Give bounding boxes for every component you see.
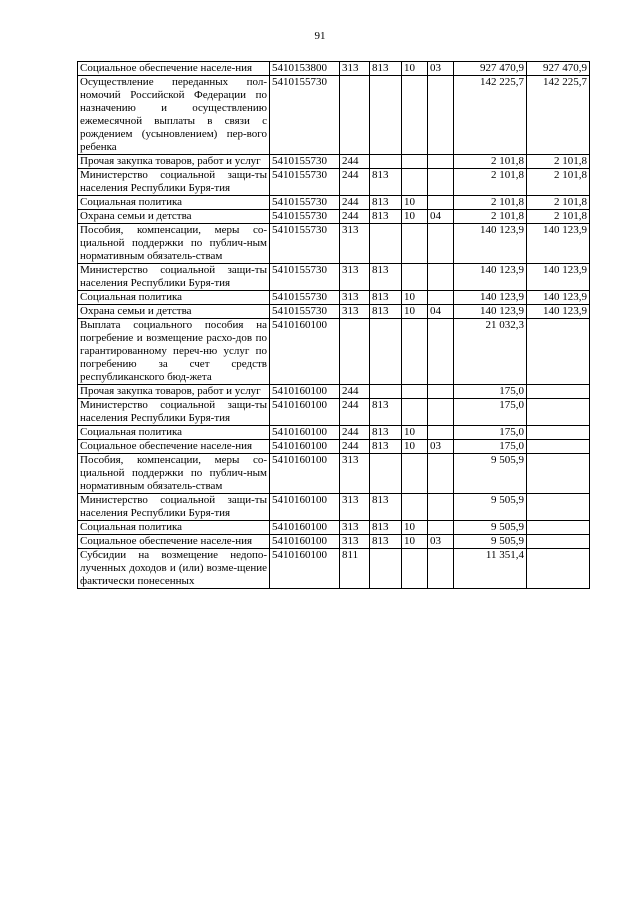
- row-section-cell: 10: [402, 440, 428, 454]
- row-amount-1-cell: 2 101,8: [454, 210, 527, 224]
- row-subsection-cell: [428, 224, 454, 264]
- row-expense-type-cell: 313: [340, 291, 370, 305]
- row-section-cell: [402, 224, 428, 264]
- row-name-cell: Социальное обеспечение населе-ния: [78, 535, 270, 549]
- row-amount-2-cell: [527, 399, 590, 426]
- row-subsection-cell: [428, 196, 454, 210]
- row-code-cell: 5410160100: [270, 494, 340, 521]
- row-amount-1-cell: 175,0: [454, 385, 527, 399]
- table-row: [78, 494, 590, 521]
- row-expense-type-cell: 244: [340, 399, 370, 426]
- row-expense-type-cell: 244: [340, 426, 370, 440]
- row-ministry-code-cell: 813: [370, 264, 402, 291]
- row-code-cell: 5410160100: [270, 319, 340, 385]
- row-amount-1-cell: 142 225,7: [454, 76, 527, 155]
- table-row: [78, 169, 590, 196]
- table-row: [78, 264, 590, 291]
- row-name-cell: Министерство социальной защи-ты населения Республики Буря-тия: [78, 399, 270, 426]
- row-amount-2-cell: 2 101,8: [527, 155, 590, 169]
- row-amount-1-cell: 11 351,4: [454, 549, 527, 589]
- row-expense-type-cell: 313: [340, 264, 370, 291]
- row-ministry-code-cell: 813: [370, 196, 402, 210]
- row-section-cell: 10: [402, 196, 428, 210]
- row-amount-1-cell: 175,0: [454, 440, 527, 454]
- row-ministry-code-cell: 813: [370, 169, 402, 196]
- row-amount-1-cell: 140 123,9: [454, 224, 527, 264]
- table-row: [78, 210, 590, 224]
- row-ministry-code-cell: 813: [370, 494, 402, 521]
- budget-table: [77, 61, 590, 589]
- row-section-cell: [402, 454, 428, 494]
- row-name-cell: Охрана семьи и детства: [78, 210, 270, 224]
- row-section-cell: 10: [402, 291, 428, 305]
- row-section-cell: [402, 155, 428, 169]
- row-amount-1-cell: 21 032,3: [454, 319, 527, 385]
- row-ministry-code-cell: 813: [370, 62, 402, 76]
- table-row: [78, 291, 590, 305]
- table-row: [78, 305, 590, 319]
- row-expense-type-cell: 313: [340, 62, 370, 76]
- row-amount-2-cell: 140 123,9: [527, 291, 590, 305]
- row-code-cell: 5410153800: [270, 62, 340, 76]
- row-code-cell: 5410160100: [270, 549, 340, 589]
- row-subsection-cell: 04: [428, 210, 454, 224]
- row-expense-type-cell: [340, 319, 370, 385]
- row-name-cell: Выплата социального пособия на погребение и возмещение расхо-дов по гарантированному переч-ню услуг по погребению за счет средств республиканского бюд-жета: [78, 319, 270, 385]
- table-row: [78, 155, 590, 169]
- row-code-cell: 5410155730: [270, 305, 340, 319]
- row-name-cell: Охрана семьи и детства: [78, 305, 270, 319]
- row-name-cell: Социальная политика: [78, 521, 270, 535]
- row-amount-1-cell: 175,0: [454, 399, 527, 426]
- table-row: [78, 440, 590, 454]
- row-section-cell: [402, 319, 428, 385]
- row-amount-2-cell: 2 101,8: [527, 169, 590, 196]
- row-subsection-cell: [428, 264, 454, 291]
- row-ministry-code-cell: [370, 76, 402, 155]
- row-name-cell: Социальная политика: [78, 426, 270, 440]
- row-code-cell: 5410155730: [270, 264, 340, 291]
- row-code-cell: 5410160100: [270, 385, 340, 399]
- row-subsection-cell: [428, 155, 454, 169]
- row-subsection-cell: [428, 76, 454, 155]
- row-ministry-code-cell: 813: [370, 535, 402, 549]
- row-amount-2-cell: [527, 454, 590, 494]
- row-expense-type-cell: 244: [340, 155, 370, 169]
- row-ministry-code-cell: 813: [370, 210, 402, 224]
- row-amount-2-cell: [527, 319, 590, 385]
- table-row: [78, 76, 590, 155]
- row-expense-type-cell: 244: [340, 440, 370, 454]
- row-amount-2-cell: [527, 385, 590, 399]
- row-expense-type-cell: 313: [340, 494, 370, 521]
- row-section-cell: 10: [402, 305, 428, 319]
- row-amount-2-cell: 140 123,9: [527, 224, 590, 264]
- row-name-cell: Пособия, компенсации, меры со-циальной поддержки по публич-ным нормативным обязатель-ствам: [78, 224, 270, 264]
- table-row: [78, 426, 590, 440]
- row-amount-1-cell: 140 123,9: [454, 291, 527, 305]
- page-number: 91: [314, 30, 326, 42]
- row-amount-2-cell: [527, 521, 590, 535]
- row-code-cell: 5410155730: [270, 224, 340, 264]
- row-code-cell: 5410155730: [270, 169, 340, 196]
- table-row: [78, 454, 590, 494]
- row-section-cell: [402, 76, 428, 155]
- row-amount-2-cell: 140 123,9: [527, 264, 590, 291]
- row-expense-type-cell: 313: [340, 535, 370, 549]
- row-name-cell: Социальная политика: [78, 291, 270, 305]
- row-ministry-code-cell: 813: [370, 440, 402, 454]
- row-amount-1-cell: 9 505,9: [454, 494, 527, 521]
- row-amount-2-cell: 2 101,8: [527, 210, 590, 224]
- row-amount-2-cell: [527, 549, 590, 589]
- row-section-cell: 10: [402, 210, 428, 224]
- table-row: [78, 399, 590, 426]
- row-ministry-code-cell: [370, 454, 402, 494]
- table-row: [78, 224, 590, 264]
- row-name-cell: Пособия, компенсации, меры со-циальной поддержки по публич-ным нормативным обязатель-ствам: [78, 454, 270, 494]
- row-subsection-cell: 04: [428, 305, 454, 319]
- row-name-cell: Прочая закупка товаров, работ и услуг: [78, 155, 270, 169]
- row-expense-type-cell: 313: [340, 305, 370, 319]
- row-amount-1-cell: 2 101,8: [454, 169, 527, 196]
- row-expense-type-cell: 313: [340, 224, 370, 264]
- row-ministry-code-cell: 813: [370, 426, 402, 440]
- row-subsection-cell: [428, 399, 454, 426]
- row-expense-type-cell: 313: [340, 454, 370, 494]
- row-subsection-cell: [428, 521, 454, 535]
- table-row: [78, 62, 590, 76]
- row-name-cell: Субсидии на возмещение недопо-лученных доходов и (или) возме-щение фактически понесенных: [78, 549, 270, 589]
- row-expense-type-cell: 811: [340, 549, 370, 589]
- row-amount-1-cell: 927 470,9: [454, 62, 527, 76]
- table-row: [78, 535, 590, 549]
- row-code-cell: 5410160100: [270, 521, 340, 535]
- row-name-cell: Министерство социальной защи-ты населения Республики Буря-тия: [78, 494, 270, 521]
- row-amount-1-cell: 9 505,9: [454, 454, 527, 494]
- table-row: [78, 549, 590, 589]
- row-subsection-cell: 03: [428, 62, 454, 76]
- row-amount-1-cell: 175,0: [454, 426, 527, 440]
- row-ministry-code-cell: 813: [370, 521, 402, 535]
- row-code-cell: 5410160100: [270, 399, 340, 426]
- row-ministry-code-cell: [370, 549, 402, 589]
- row-subsection-cell: [428, 291, 454, 305]
- row-code-cell: 5410160100: [270, 440, 340, 454]
- row-section-cell: 10: [402, 521, 428, 535]
- row-amount-2-cell: 140 123,9: [527, 305, 590, 319]
- row-amount-2-cell: [527, 440, 590, 454]
- row-code-cell: 5410155730: [270, 196, 340, 210]
- row-subsection-cell: [428, 319, 454, 385]
- row-ministry-code-cell: [370, 224, 402, 264]
- row-code-cell: 5410160100: [270, 426, 340, 440]
- row-amount-2-cell: 2 101,8: [527, 196, 590, 210]
- row-amount-2-cell: [527, 426, 590, 440]
- row-subsection-cell: [428, 549, 454, 589]
- row-section-cell: [402, 399, 428, 426]
- row-name-cell: Министерство социальной защи-ты населения Республики Буря-тия: [78, 169, 270, 196]
- row-amount-1-cell: 2 101,8: [454, 196, 527, 210]
- row-section-cell: [402, 264, 428, 291]
- table-row: [78, 521, 590, 535]
- row-expense-type-cell: 244: [340, 169, 370, 196]
- row-code-cell: 5410155730: [270, 155, 340, 169]
- row-name-cell: Осуществление переданных пол-номочий Российской Федерации по назначению и осуществлению ежемесячной выплаты в связи с рождением (усыновлением) пер-вого ребенка: [78, 76, 270, 155]
- row-ministry-code-cell: 813: [370, 399, 402, 426]
- row-section-cell: 10: [402, 62, 428, 76]
- row-subsection-cell: [428, 169, 454, 196]
- row-amount-2-cell: [527, 494, 590, 521]
- row-section-cell: 10: [402, 535, 428, 549]
- row-expense-type-cell: 244: [340, 210, 370, 224]
- row-section-cell: [402, 385, 428, 399]
- row-amount-2-cell: 927 470,9: [527, 62, 590, 76]
- table-row: [78, 385, 590, 399]
- row-section-cell: 10: [402, 426, 428, 440]
- row-subsection-cell: [428, 454, 454, 494]
- row-expense-type-cell: [340, 76, 370, 155]
- row-expense-type-cell: 244: [340, 196, 370, 210]
- row-subsection-cell: [428, 385, 454, 399]
- row-subsection-cell: [428, 494, 454, 521]
- row-ministry-code-cell: [370, 319, 402, 385]
- row-amount-1-cell: 9 505,9: [454, 521, 527, 535]
- row-subsection-cell: 03: [428, 440, 454, 454]
- row-subsection-cell: [428, 426, 454, 440]
- row-code-cell: 5410155730: [270, 76, 340, 155]
- row-code-cell: 5410155730: [270, 210, 340, 224]
- row-amount-2-cell: 142 225,7: [527, 76, 590, 155]
- table-row: [78, 319, 590, 385]
- row-code-cell: 5410160100: [270, 454, 340, 494]
- row-expense-type-cell: 244: [340, 385, 370, 399]
- row-ministry-code-cell: [370, 155, 402, 169]
- row-ministry-code-cell: [370, 385, 402, 399]
- row-amount-2-cell: [527, 535, 590, 549]
- row-name-cell: Социальное обеспечение населе-ния: [78, 440, 270, 454]
- row-section-cell: [402, 494, 428, 521]
- row-name-cell: Прочая закупка товаров, работ и услуг: [78, 385, 270, 399]
- row-name-cell: Министерство социальной защи-ты населения Республики Буря-тия: [78, 264, 270, 291]
- row-expense-type-cell: 313: [340, 521, 370, 535]
- row-amount-1-cell: 140 123,9: [454, 305, 527, 319]
- row-subsection-cell: 03: [428, 535, 454, 549]
- row-code-cell: 5410155730: [270, 291, 340, 305]
- row-amount-1-cell: 2 101,8: [454, 155, 527, 169]
- row-amount-1-cell: 140 123,9: [454, 264, 527, 291]
- row-section-cell: [402, 169, 428, 196]
- table-row: [78, 196, 590, 210]
- row-ministry-code-cell: 813: [370, 305, 402, 319]
- row-section-cell: [402, 549, 428, 589]
- row-name-cell: Социальное обеспечение населе-ния: [78, 62, 270, 76]
- row-code-cell: 5410160100: [270, 535, 340, 549]
- row-name-cell: Социальная политика: [78, 196, 270, 210]
- row-ministry-code-cell: 813: [370, 291, 402, 305]
- row-amount-1-cell: 9 505,9: [454, 535, 527, 549]
